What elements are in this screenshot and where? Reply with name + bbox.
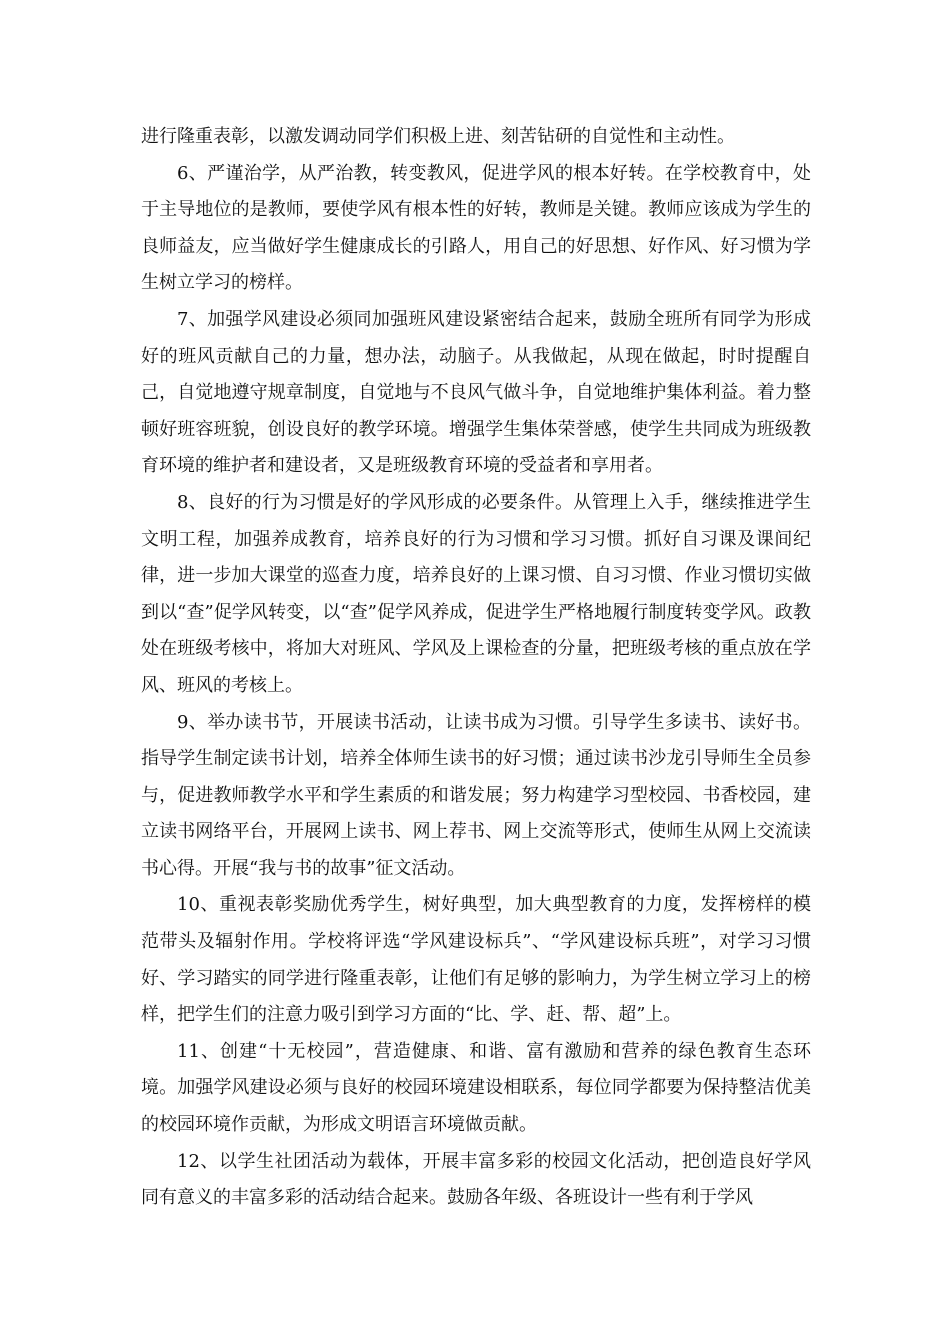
paragraph-item-12: 12、以学生社团活动为载体，开展丰富多彩的校园文化活动，把创造良好学风同有意义的丰富多彩的活动结合起来。鼓励各年级、各班设计一些有利于学风 [141,1150,811,1209]
paragraph-item-7: 7、加强学风建设必须同加强班风建设紧密结合起来，鼓励全班所有同学为形成好的班风贡献自己的力量，想办法，动脑子。从我做起，从现在做起，时时提醒自己，自觉地遵守规章制度，自觉地与不良风气做斗争，自觉地维护集体利益。着力整顿好班容班貌，创设良好的教学环境。增强学生集体荣誉感，使学生共同成为班级教育环境的维护者和建设者，又是班级教育环境的受益者和享用者。 [141,308,811,477]
document-body [141,119,811,1217]
paragraph-continuation: 进行隆重表彰，以激发调动同学们积极上进、刻苦钻研的自觉性和主动性。 [141,126,735,147]
paragraph-item-6: 6、严谨治学，从严治教，转变教风，促进学风的根本好转。在学校教育中，处于主导地位的是教师，要使学风有根本性的好转，教师是关键。教师应该成为学生的良师益友，应当做好学生健康成长的引路人，用自己的好思想、好作风、好习惯为学生树立学习的榜样。 [141,162,811,294]
paragraph-item-8: 8、良好的行为习惯是好的学风形成的必要条件。从管理上入手，继续推进学生文明工程，加强养成教育，培养良好的行为习惯和学习习惯。抓好自习课及课间纪律，进一步加大课堂的巡查力度，培养良好的上课习惯、自习习惯、作业习惯切实做到以“查”促学风转变，以“查”促学风养成，促进学生严格地履行制度转变学风。政教处在班级考核中，将加大对班风、学风及上课检查的分量，把班级考核的重点放在学风、班风的考核上。 [141,491,811,696]
paragraph-item-10: 10、重视表彰奖励优秀学生，树好典型，加大典型教育的力度，发挥榜样的模范带头及辐射作用。学校将评选“学风建设标兵”、“学风建设标兵班”，对学习习惯好、学习踏实的同学进行隆重表彰，让他们有足够的影响力，为学生树立学习上的榜样，把学生们的注意力吸引到学习方面的“比、学、赶、帮、超”上。 [141,894,811,1026]
paragraph-item-9: 9、举办读书节，开展读书活动，让读书成为习惯。引导学生多读书、读好书。指导学生制定读书计划，培养全体师生读书的好习惯；通过读书沙龙引导师生全员参与，促进教师教学水平和学生素质的和谐发展；努力构建学习型校园、书香校园，建立读书网络平台，开展网上读书、网上荐书、网上交流等形式，使师生从网上交流读书心得。开展“我与书的故事”征文活动。 [141,711,811,879]
paragraph-item-11: 11、创建“十无校园”，营造健康、和谐、富有激励和营养的绿色教育生态环境。加强学风建设必须与良好的校园环境建设相联系，每位同学都要为保持整洁优美的校园环境作贡献，为形成文明语言环境做贡献。 [141,1040,811,1136]
